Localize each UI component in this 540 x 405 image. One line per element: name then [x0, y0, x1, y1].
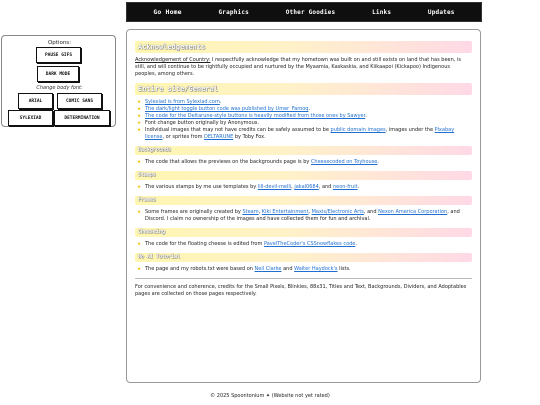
acknowledgements-heading: Acknowledgements [135, 41, 472, 53]
entire-site-heading: Entire site/General [135, 83, 472, 95]
neon-fruit-link[interactable]: neon-fruit [332, 184, 358, 190]
maxis-link[interactable]: Maxis/Electronic Arts [311, 209, 364, 215]
closing-note: For convenience and coherence, credits for the Small Pixels, Blinkies, 88x31, Titles and Text, Backgrounds, Dividers, and Adoptables pages are collected on those pages respectively. [135, 284, 467, 297]
country-text: I respectfully acknowledge that my hometown was built on and still exists on land that has been, is still, and will continue to be rightfully occupied and nurtured by the Myaamia, Kaskaskia, and Kiikaapoi (Kickapoo) Indigenous peoples, among others. [135, 57, 461, 77]
nav-updates[interactable]: Updates [427, 8, 455, 16]
top-navigation [126, 2, 482, 22]
list-item: ★ The page and my robots.txt were based on Neil Clarke and Walter Haydock's lists. [145, 266, 472, 273]
sylexiad-link[interactable]: Sylexiad is from Sylexiad.com [145, 99, 220, 105]
cheeseing-heading: Cheeseing [135, 228, 472, 237]
font-determination-button[interactable]: DETERMINATION [54, 110, 110, 126]
list-item: ★ The dark/light toggle button code was published by Umer_Farooq. [145, 106, 472, 113]
list-item: ★ The code for the floating cheese is edited from PavelTheCoder's CSSnowflakes code. [145, 241, 472, 248]
cheesecoded-link[interactable]: Cheesecoded on Toyhouse [310, 159, 378, 165]
list-item: ★ The code for the Deltarune-style buttons is heavily modified from those ones by Sawyer. [145, 113, 472, 120]
nav-links[interactable]: Links [372, 8, 392, 16]
no-ai-heading: No AI Tutorial [135, 253, 472, 262]
font-sylexiad-button[interactable]: SYLEXIAD [8, 110, 53, 126]
nav-other-goodies[interactable]: Other Goodies [285, 8, 336, 16]
steam-link[interactable]: Steam [242, 209, 259, 215]
pause-gifs-button[interactable]: PAUSE GIFS [36, 47, 81, 63]
walter-haydock-link[interactable]: Walter Haydock's [294, 266, 338, 272]
font-change-label: Change body font: [36, 85, 83, 91]
nav-graphics[interactable]: Graphics [218, 8, 249, 16]
font-arial-button[interactable]: ARIAL [18, 93, 53, 109]
neil-clarke-link[interactable]: Neil Clarke [254, 266, 282, 272]
font-comic-sans-button[interactable]: COMIC SANS [57, 93, 102, 109]
no-ai-list [135, 266, 472, 273]
deltarune-buttons-credit-link[interactable]: The code for the Deltarune-style buttons is heavily modified from those ones by Sawyer [145, 113, 366, 119]
list-item: ★ The code that allows the previews on the backgrounds page is by Cheesecoded on Toyhouse. [145, 159, 472, 166]
options-title: Options: [47, 40, 72, 46]
stamps-list [135, 184, 472, 191]
nav-go-home[interactable]: Go Home [153, 8, 182, 16]
frames-list [135, 209, 472, 223]
deltarune-link[interactable]: DELTARUNE [204, 134, 234, 140]
dark-toggle-credit-link[interactable]: The dark/light toggle button code was published by Umer_Farooq [145, 106, 309, 112]
dark-mode-button[interactable]: DARK MODE [37, 66, 79, 82]
country-label: Acknowledgement of Country: [135, 57, 211, 63]
options-panel [1, 35, 116, 127]
site-footer: © 2025 Spoontonium ✦ (Website not yet rated) [210, 393, 330, 399]
backgrounds-list [135, 159, 472, 166]
frames-heading: Frames [135, 196, 472, 205]
cssnowflakes-link[interactable]: PavelTheCoder's CSSnowflakes code [263, 241, 356, 247]
lill-devil-melli-link[interactable]: lill-devil-melli [257, 184, 292, 190]
main-content [126, 29, 481, 383]
list-item: ★ The various stamps by me use templates by lill-devil-melli, jakal0684, and neon-fruit. [145, 184, 472, 191]
list-item [145, 120, 472, 127]
divider [135, 278, 472, 279]
public-domain-link[interactable]: public domain images [330, 127, 386, 133]
list-item: ★ Sylexiad is from Sylexiad.com. [145, 99, 472, 106]
cheeseing-list [135, 241, 472, 248]
pixabay-license-link[interactable]: Pixabay license [145, 127, 455, 140]
country-acknowledgement [135, 57, 472, 78]
nexon-link[interactable]: Nexon America Corporation [378, 209, 448, 215]
list-item: ★ Some frames are originally created by Steam, Kiki Entertainment, Maxis/Electronic Arts, and Nexon America Corporation, and Discord. I claim no ownership of the images and have collected them for fun and archival. [145, 209, 472, 223]
jakal-link[interactable]: jakal0684 [294, 184, 319, 190]
entire-site-list [135, 99, 472, 141]
backgrounds-heading: Backgrounds [135, 146, 472, 155]
font-button-credit: Font change button originally by Anonymous. [145, 120, 259, 126]
list-item: ★ Individual images that may not have credits can be safely assumed to be public domain images, images under the Pixabay license, or sprites from DELTARUNE by Toby Fox. [145, 127, 472, 141]
kiki-entertainment-link[interactable]: Kiki Entertainment [261, 209, 309, 215]
stamps-heading: Stamps [135, 171, 472, 180]
